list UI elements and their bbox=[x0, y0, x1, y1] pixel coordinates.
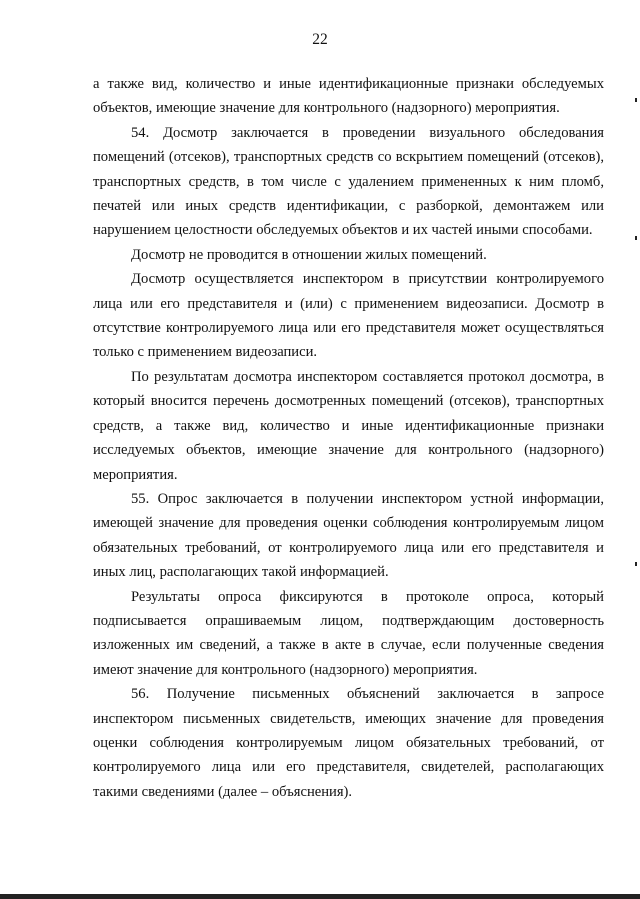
paragraph-inspection-presence: Досмотр осуществляется инспектором в присутствии контролируемого лица или его представителя и (или) с применением видеозаписи. Досмотр в отсутствие контролируемого лица или его представителя может осуществляться только с применением видеозаписи. bbox=[93, 271, 604, 361]
document-body bbox=[93, 72, 604, 804]
scan-edge-mark bbox=[635, 562, 637, 566]
scan-bottom-border bbox=[0, 894, 640, 899]
paragraph-54-inspection: 54. Досмотр заключается в проведении визуального обследования помещений (отсеков), транспортных средств со вскрытием помещений (отсеков), транспортных средств, в том числе с удалением примененных к ним пломб, печатей или иных средств идентификации, с разборкой, демонтажем или нарушением целостности обследуемых объектов и их частей иными способами. bbox=[93, 124, 604, 239]
paragraph-inspection-exclusion: Досмотр не проводится в отношении жилых помещений. bbox=[131, 246, 487, 263]
page-number: 22 bbox=[312, 31, 328, 48]
paragraph-55-interview: 55. Опрос заключается в получении инспектором устной информации, имеющей значение для проведения оценки соблюдения контролируемым лицом обязательных требований, от контролируемого лица или его представителя и иных лиц, располагающих такой информацией. bbox=[93, 490, 604, 581]
paragraph-continuation: а также вид, количество и иные идентификационные признаки обследуемых объектов, имеющие значение для контрольного (надзорного) мероприятия. bbox=[93, 76, 604, 117]
scan-edge-mark bbox=[635, 236, 637, 240]
paragraph-interview-results: Результаты опроса фиксируются в протоколе опроса, который подписывается опрашиваемым лицом, подтверждающим достоверность изложенных им сведений, а также в акте в случае, если полученные сведения имеют значение для контрольного (надзорного) мероприятия. bbox=[93, 588, 604, 678]
paragraph-56-written-explanations: 56. Получение письменных объяснений заключается в запросе инспектором письменных свидетельств, имеющих значение для проведения оценки соблюдения контролируемым лицом обязательных требований, от контролируемого лица или его представителя, свидетелей, располагающих такими сведениями (далее – объяснения). bbox=[93, 686, 604, 800]
paragraph-inspection-protocol: По результатам досмотра инспектором составляется протокол досмотра, в который вносится перечень досмотренных помещений (отсеков), транспортных средств, а также вид, количество и иные идентификационные признаки исследуемых объектов, имеющие значение для контрольного (надзорного) мероприятия. bbox=[93, 368, 604, 483]
scan-edge-mark bbox=[635, 98, 637, 102]
